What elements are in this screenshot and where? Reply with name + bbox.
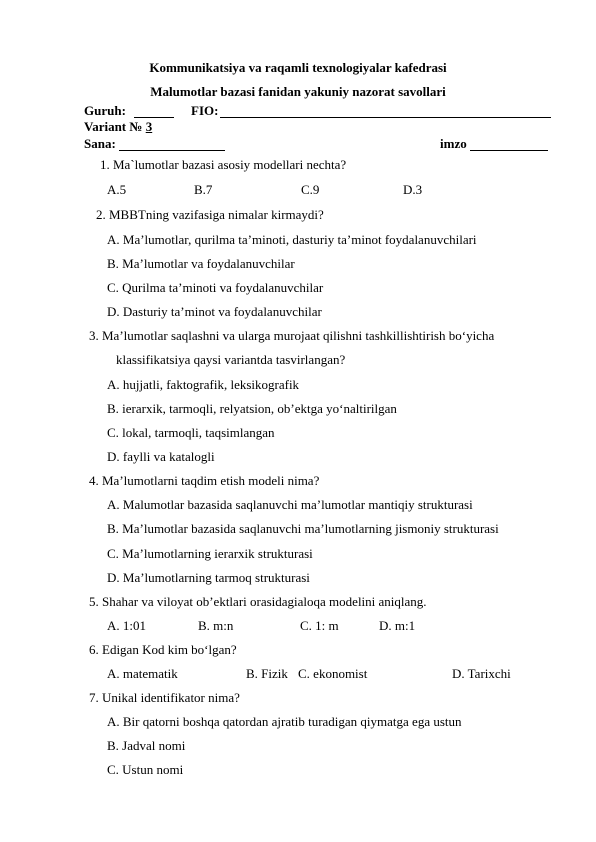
question-1-text: 1. Ma`lumotlar bazasi asosiy modellari nechta? <box>100 157 347 172</box>
q6-option-c: C. ekonomist <box>298 666 368 681</box>
signature-label: imzo <box>440 136 467 151</box>
fio-field[interactable] <box>220 117 551 118</box>
variant-row <box>84 119 152 135</box>
signature-field[interactable] <box>470 150 548 151</box>
q1-option-b: B.7 <box>194 182 213 197</box>
q3-option-d: D. faylli va katalogli <box>107 449 215 464</box>
group-label: Guruh: <box>84 103 126 118</box>
q5-option-b: B. m:n <box>198 618 234 633</box>
q3-option-a: A. hujjatli, faktografik, leksikografik <box>107 377 300 392</box>
question-2-text: 2. MBBTning vazifasiga nimalar kirmaydi? <box>96 207 324 222</box>
question-7-text: 7. Unikal identifikator nima? <box>89 690 240 705</box>
group-field[interactable] <box>134 117 174 118</box>
q5-option-d: D. m:1 <box>379 618 416 633</box>
q7-option-c: C. Ustun nomi <box>107 762 184 777</box>
date-field[interactable] <box>119 150 225 151</box>
q7-option-a: A. Bir qatorni boshqa qatordan ajratib turadigan qiymatga ega ustun <box>107 714 462 729</box>
q1-option-a: A.5 <box>107 182 127 197</box>
q4-option-b: B. Ma’lumotlar bazasida saqlanuvchi ma’lumotlarning jismoniy strukturasi <box>107 521 499 536</box>
date-label: Sana: <box>84 136 116 151</box>
fio-label: FIO: <box>191 103 219 118</box>
question-5-text: 5. Shahar va viloyat ob’ektlari orasidagialoqa modelini aniqlang. <box>89 594 427 609</box>
q5-option-a: A. 1:01 <box>107 618 146 633</box>
variant-label: Variant № <box>84 119 143 134</box>
question-3-text: 3. Ma’lumotlar saqlashni va ularga murojaat qilishni tashkillishtirish bo‘yicha <box>89 328 495 343</box>
q2-option-c: C. Qurilma ta’minoti va foydalanuvchilar <box>107 280 324 295</box>
q1-option-d: D.3 <box>403 182 423 197</box>
q3-option-b: B. ierarxik, tarmoqli, relyatsion, ob’ektga yo‘naltirilgan <box>107 401 397 416</box>
q1-option-c: C.9 <box>301 182 320 197</box>
question-3-text-cont: klassifikatsiya qaysi variantda tasvirlangan? <box>116 352 346 367</box>
department-title: Kommunikatsiya va raqamli texnologiyalar kafedrasi <box>149 60 447 75</box>
q4-option-c: C. Ma’lumotlarning ierarxik strukturasi <box>107 546 313 561</box>
q4-option-a: A. Malumotlar bazasida saqlanuvchi ma’lumotlar mantiqiy strukturasi <box>107 497 473 512</box>
q4-option-d: D. Ma’lumotlarning tarmoq strukturasi <box>107 570 310 585</box>
variant-number: 3 <box>145 119 153 134</box>
q2-option-d: D. Dasturiy ta’minot va foydalanuvchilar <box>107 304 322 319</box>
q2-option-a: A. Ma’lumotlar, qurilma ta’minoti, dasturiy ta’minot foydalanuvchilari <box>107 232 477 247</box>
q6-option-b: B. Fizik <box>246 666 288 681</box>
q3-option-c: C. lokal, tarmoqli, taqsimlangan <box>107 425 275 440</box>
q6-option-a: A. matematik <box>107 666 178 681</box>
q2-option-b: B. Ma’lumotlar va foydalanuvchilar <box>107 256 295 271</box>
question-4-text: 4. Ma’lumotlarni taqdim etish modeli nima? <box>89 473 320 488</box>
q5-option-c: C. 1: m <box>300 618 339 633</box>
exam-title: Malumotlar bazasi fanidan yakuniy nazorat savollari <box>150 84 446 99</box>
question-6-text: 6. Edigan Kod kim bo‘lgan? <box>89 642 237 657</box>
q6-option-d: D. Tarixchi <box>452 666 511 681</box>
q7-option-b: B. Jadval nomi <box>107 738 186 753</box>
